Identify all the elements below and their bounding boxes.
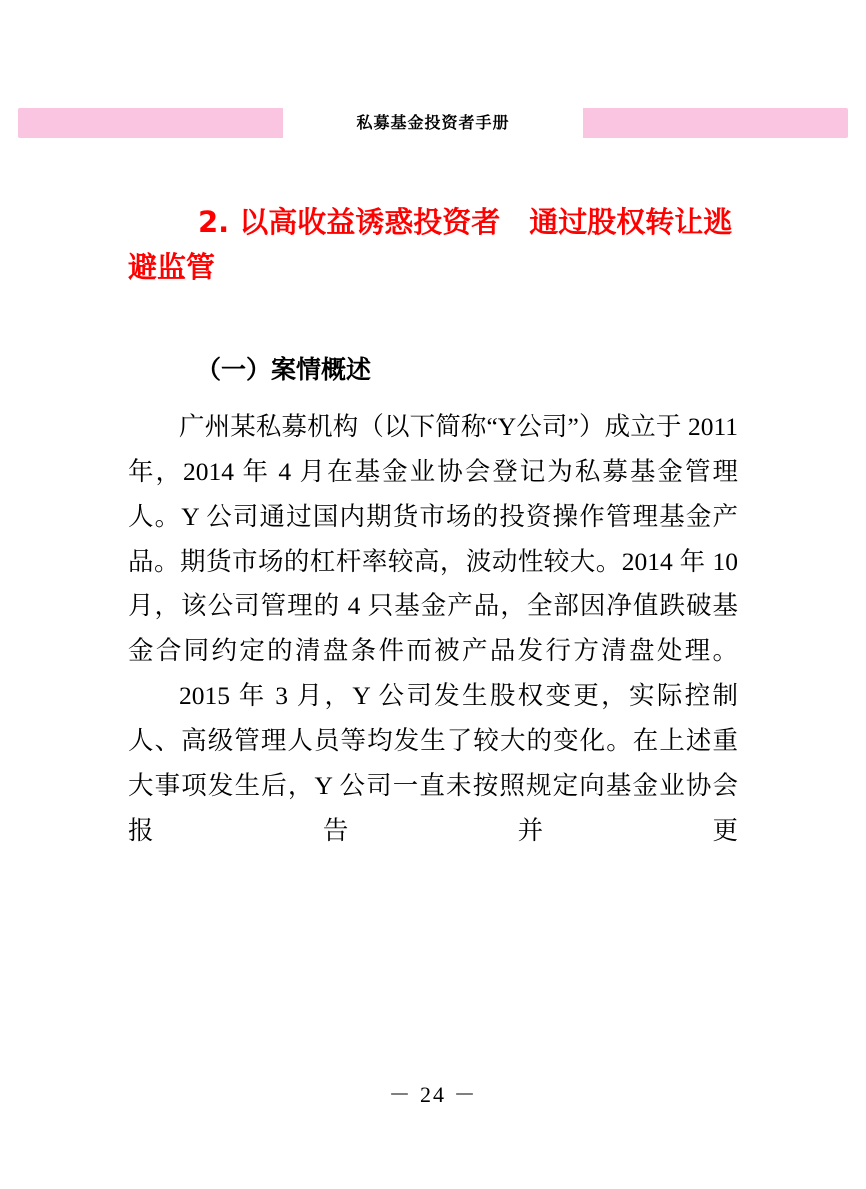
page-number: － 24 － — [388, 1082, 478, 1107]
page-content — [128, 200, 738, 854]
body-paragraph-2: 2015 年 3 月，Y 公司发生股权变更，实际控制人、高级管理人员等均发生了较大的变化。在上述重大事项发生后，Y 公司一直未按照规定向基金业协会报告并更 — [128, 681, 738, 845]
body-paragraph-1: 广州某私募机构（以下简称“Y公司”）成立于 2011 年，2014 年 4 月在基金业协会登记为私募基金管理人。Y 公司通过国内期货市场的投资操作管理基金产品。期货市场的杠杆率较高，波动性较大。2014 年 10 月，该公司管理的 4 只基金产品，全部因净值跌破基金合同约定的清盘条件而被产品发行方清盘处理。 — [128, 411, 738, 666]
section-heading: 2. 以高收益诱惑投资者 通过股权转让逃避监管 — [128, 205, 733, 284]
page-footer — [0, 1078, 866, 1109]
subsection-heading: （一）案情概述 — [196, 354, 372, 384]
running-header-title: 私募基金投资者手册 — [356, 113, 510, 132]
running-header — [283, 108, 583, 138]
